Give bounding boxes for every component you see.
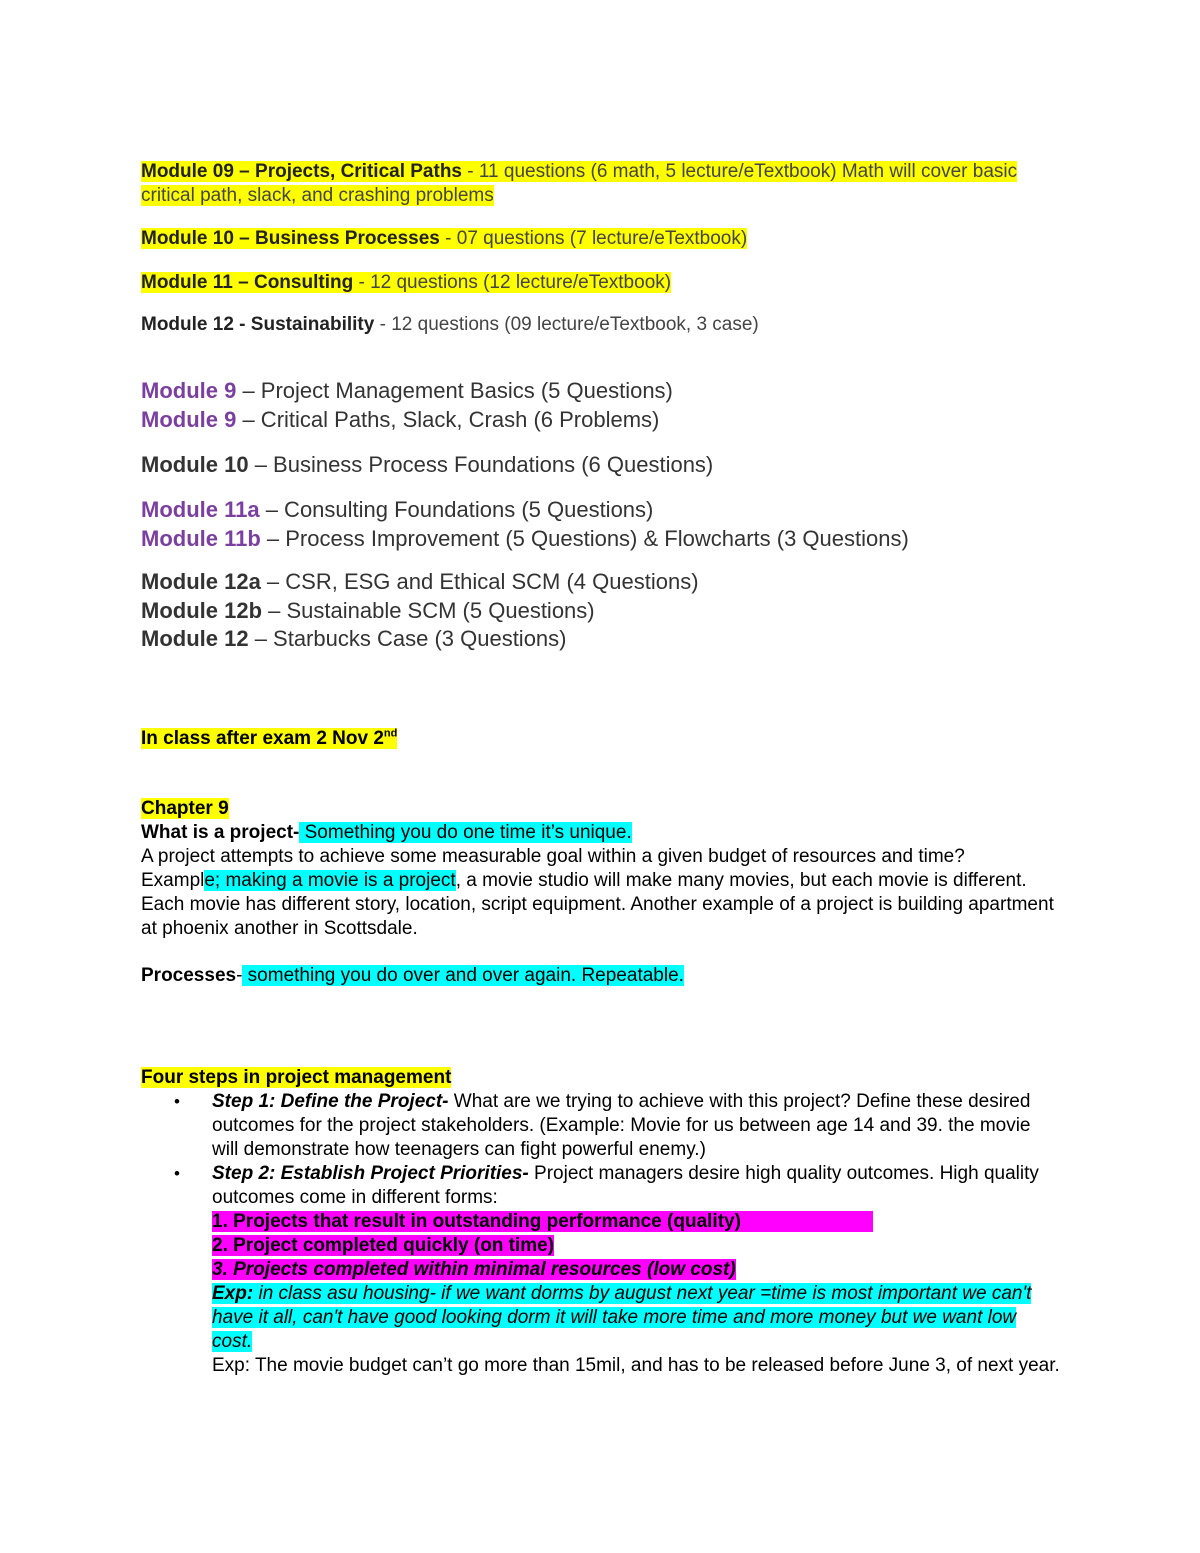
module-label: Module 12b — [141, 597, 263, 623]
example-text: Exampl — [141, 870, 205, 891]
four-steps-section — [141, 1066, 1061, 1378]
chapter-title: Chapter 9 — [141, 798, 229, 819]
module-text: – Critical Paths, Slack, Crash (6 Problems) — [236, 406, 660, 432]
module-09-detail: - 11 questions (6 math, 5 lecture/eTextbook) Math will cover basic critical path, slack, and crashing problems — [141, 161, 1018, 206]
step-1-text: What are we trying to achieve with this project? Define these desired outcomes for the project stakeholders. (Example: Movie for us between age 14 and 39. the movie will demonstrate how teenagers can fight powerful enemy.) — [212, 1091, 1031, 1160]
module-12-title: Module 12 - Sustainability — [141, 314, 375, 335]
module-list-item — [141, 377, 1061, 406]
processes-dash: - — [236, 965, 243, 986]
example-movie-budget: Exp: The movie budget can’t go more than 15mil, and has to be released before June 3, of next year. — [212, 1355, 1060, 1376]
module-label: Module 12a — [141, 569, 261, 594]
module-list-group-11 — [141, 496, 1061, 553]
module-text: – Business Process Foundations (6 Questions) — [248, 452, 714, 477]
project-definition: Something you do one time it’s unique. — [299, 822, 632, 843]
processes-definition: something you do over and over again. Repeatable. — [242, 965, 684, 986]
project-paragraph: A project attempts to achieve some measurable goal within a given budget of resources and time? — [141, 846, 965, 867]
module-09-title: Module 09 – Projects, Critical Paths — [141, 161, 462, 182]
module-label: Module 11b — [141, 525, 261, 551]
module-list-item — [141, 406, 1061, 435]
module-label: Module 9 — [141, 378, 237, 403]
module-text: – Starbucks Case (3 Questions) — [248, 626, 567, 651]
module-text: – CSR, ESG and Ethical SCM (4 Questions) — [260, 569, 699, 594]
example-highlight: e; making a movie is a project — [204, 870, 456, 891]
in-class-text: In class after exam 2 Nov 2 — [141, 728, 384, 749]
module-list-item — [141, 451, 1061, 480]
example-text-rest: , a movie studio will make many movies, but each movie is different. Each movie has different story, location, script equipment. Another example of a project is building apartment at phoenix another in Scottsdale. — [141, 870, 1054, 939]
step-2-text: Project managers desire high quality outcomes. High quality outcomes come in different forms: — [212, 1163, 1039, 1208]
step-2-label: Step 2: Establish Project Priorities- — [212, 1163, 529, 1184]
module-list-item — [141, 597, 1061, 626]
bullet-icon: • — [174, 1092, 180, 1111]
project-label: What is a project- — [141, 822, 300, 843]
in-class-heading — [141, 727, 1061, 751]
four-steps-title: Four steps in project management — [141, 1067, 452, 1088]
module-list-group-9 — [141, 377, 1061, 434]
module-text: – Consulting Foundations (5 Questions) — [259, 497, 654, 522]
list-item — [141, 1090, 1061, 1162]
module-text: – Project Management Basics (5 Questions) — [236, 378, 673, 403]
example-paragraph — [141, 869, 1056, 941]
module-text: – Process Improvement (5 Questions) & Flowcharts (3 Questions) — [260, 525, 909, 551]
module-list-item — [141, 496, 1061, 525]
module-label: Module 9 — [141, 406, 237, 432]
module-label: Module 10 — [141, 452, 249, 477]
in-class-sup: nd — [383, 727, 398, 740]
module-10-summary — [141, 227, 1061, 251]
example-housing: in class asu housing- if we want dorms by august next year =time is most important we can't have it all, can't have good looking dorm it will take more time and more money but we want low cost. — [212, 1283, 1032, 1352]
priority-quality: 1. Projects that result in outstanding performance (quality) — [212, 1211, 873, 1232]
steps-list — [141, 1090, 1061, 1378]
module-label: Module 12 — [141, 626, 249, 651]
priority-cost: 3. Projects completed within minimal resources (low cost) — [212, 1259, 736, 1280]
processes-label: Processes — [141, 965, 237, 986]
module-12-summary — [141, 313, 1061, 337]
module-list-item — [141, 525, 1061, 554]
step-1-label: Step 1: Define the Project- — [212, 1091, 449, 1112]
module-text: – Sustainable SCM (5 Questions) — [262, 597, 595, 623]
module-list-item — [141, 625, 1061, 654]
module-label: Module 11a — [141, 497, 260, 522]
module-list-item — [141, 568, 1061, 597]
module-11-detail: - 12 questions (12 lecture/eTextbook) — [353, 272, 672, 293]
module-10-detail: - 07 questions (7 lecture/eTextbook) — [439, 228, 748, 249]
module-10-title: Module 10 – Business Processes — [141, 228, 440, 249]
list-item — [141, 1162, 1061, 1378]
processes-line — [141, 964, 1061, 988]
module-09-summary — [141, 160, 1061, 208]
example-label: Exp: — [212, 1283, 254, 1304]
module-12-detail: - 12 questions (09 lecture/eTextbook, 3 case) — [374, 314, 759, 335]
priority-time: 2. Project completed quickly (on time) — [212, 1235, 555, 1256]
module-11-summary — [141, 271, 1061, 295]
module-list-group-10 — [141, 451, 1061, 480]
module-11-title: Module 11 – Consulting — [141, 272, 354, 293]
chapter-section — [141, 797, 1056, 941]
module-list-group-12 — [141, 568, 1061, 654]
bullet-icon: • — [174, 1164, 180, 1183]
